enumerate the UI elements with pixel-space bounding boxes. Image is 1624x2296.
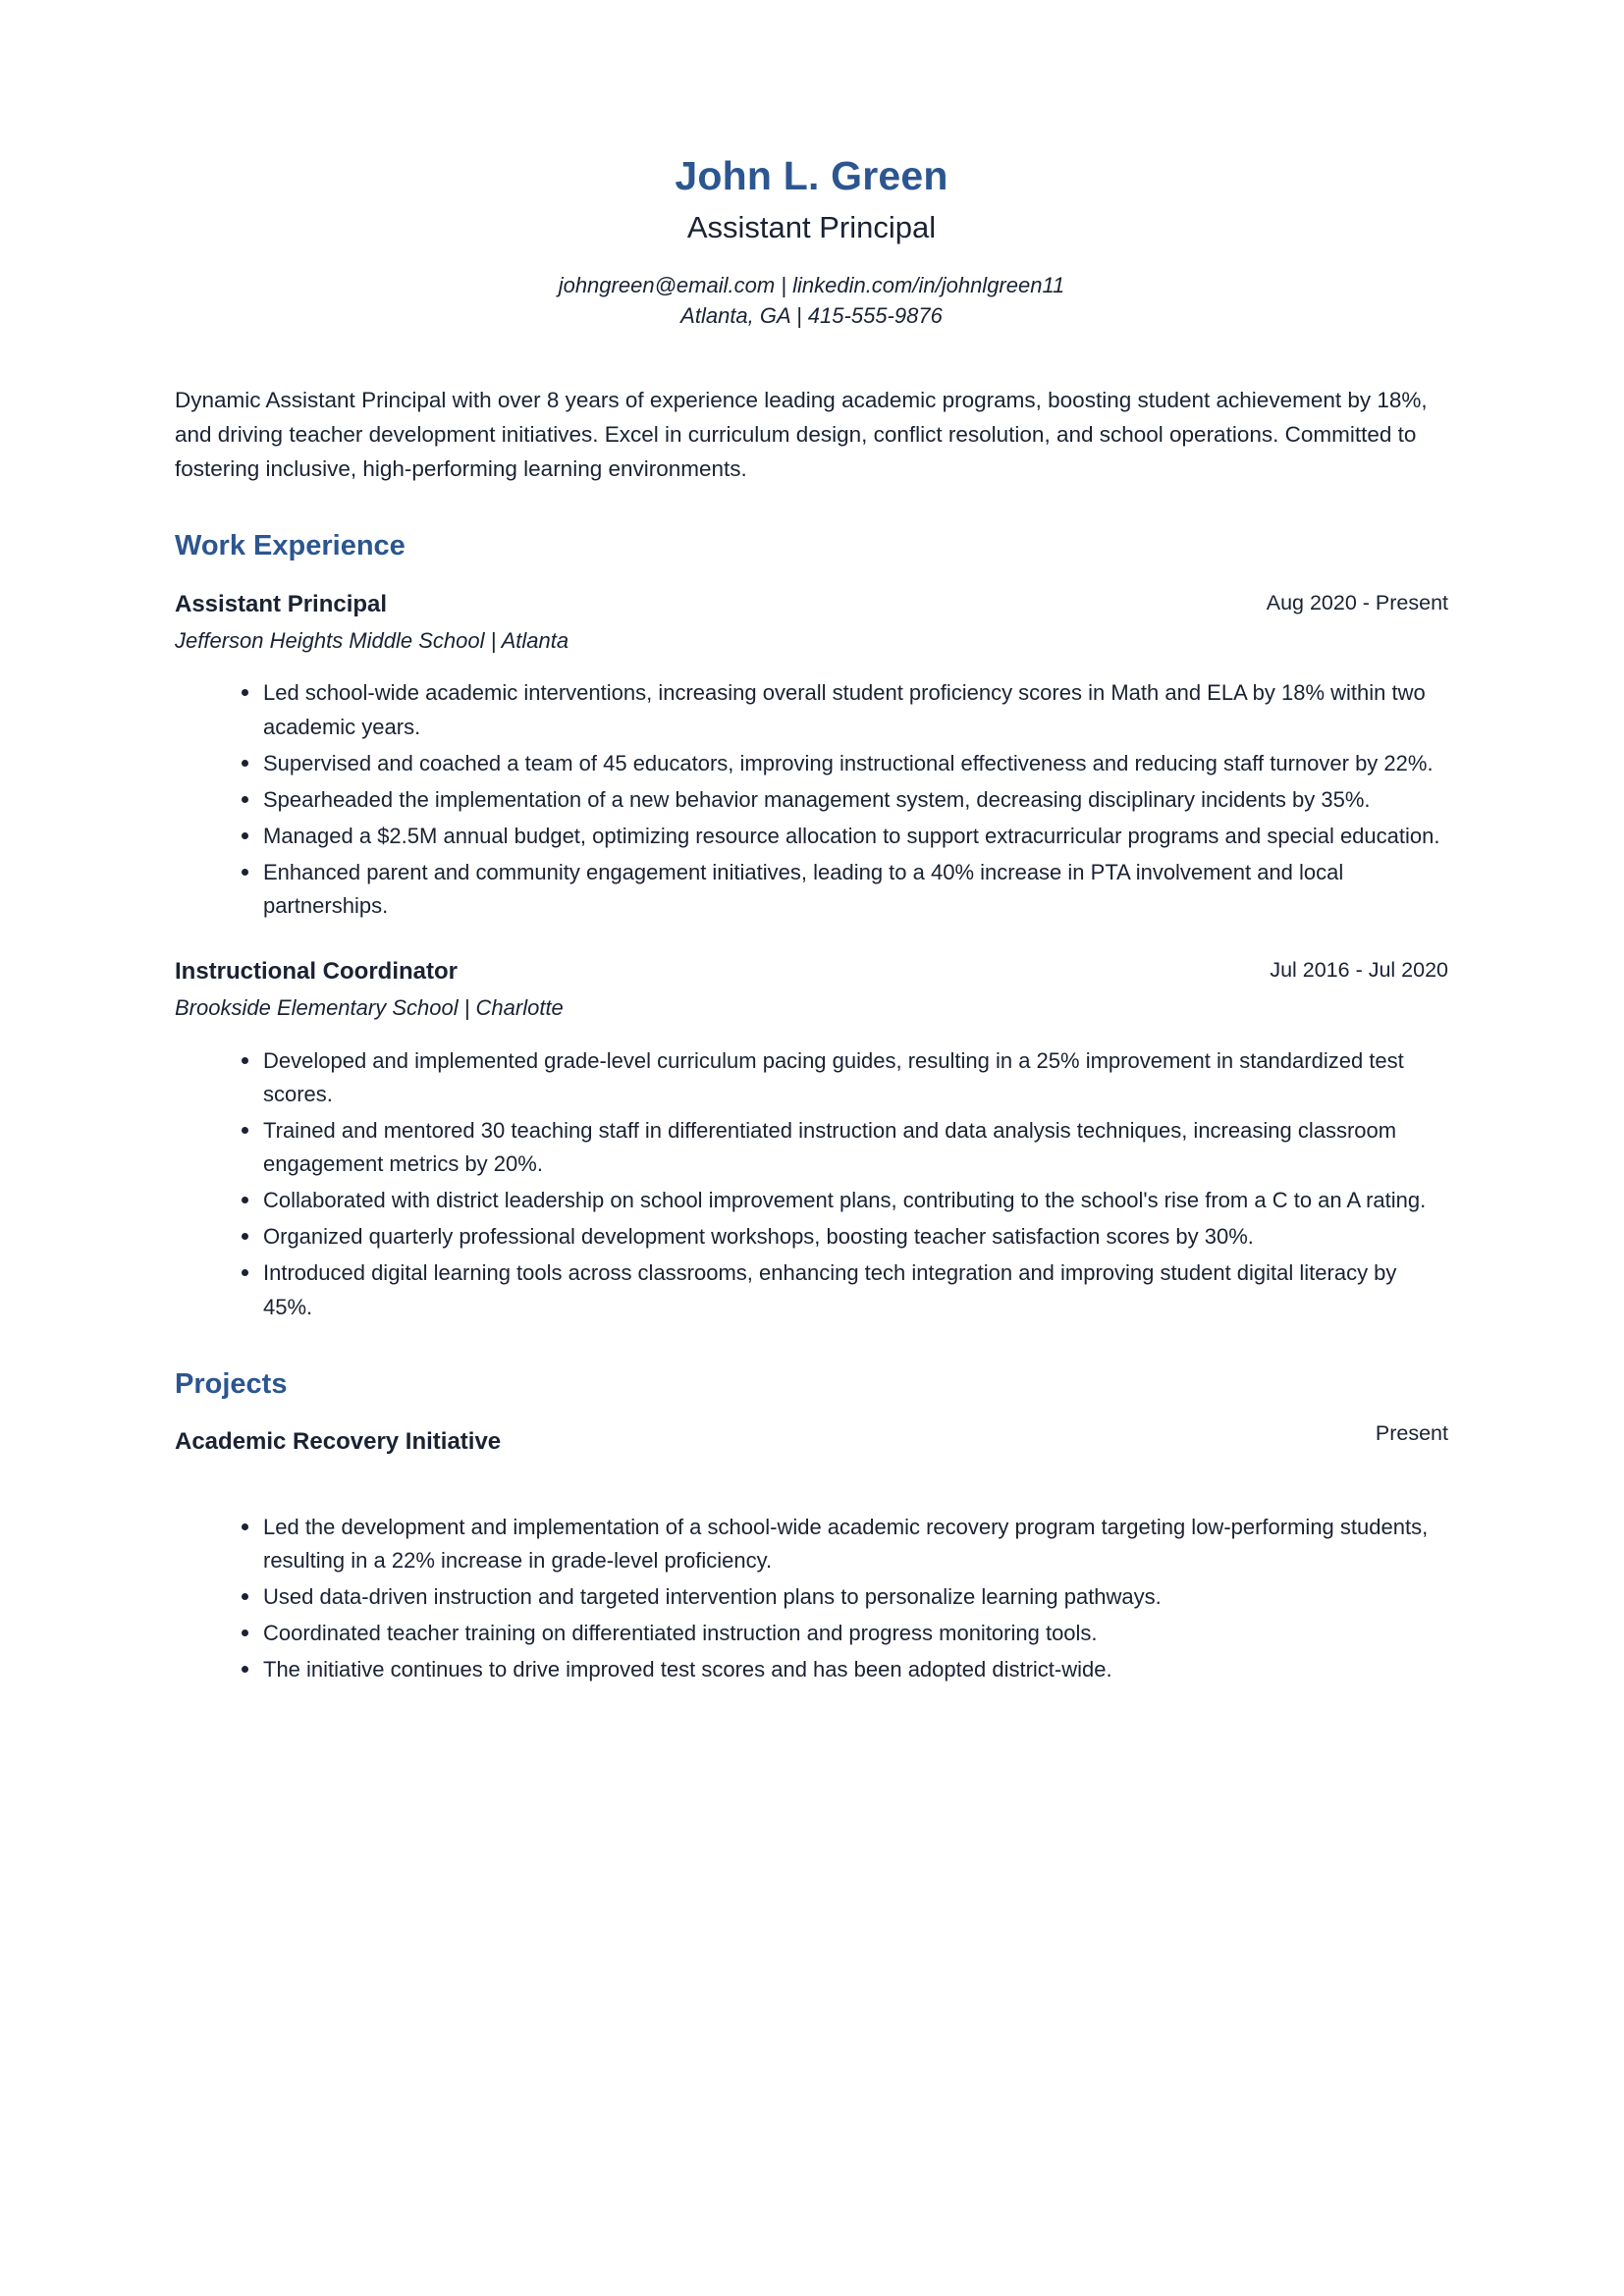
- bullet-item: Supervised and coached a team of 45 educators, improving instructional effectiveness and reducing staff turnover by 22%.: [175, 747, 1448, 780]
- candidate-name: John L. Green: [675, 153, 948, 198]
- project-entry-date: Present: [1375, 1421, 1448, 1446]
- bullet-item: Trained and mentored 30 teaching staff in differentiated instruction and data analysis techniques, increasing classroom engagement metrics by 20%.: [175, 1114, 1448, 1181]
- candidate-job-title: Assistant Principal: [686, 210, 937, 245]
- work-entry-date: Jul 2016 - Jul 2020: [1270, 958, 1448, 983]
- bullet-item: Spearheaded the implementation of a new behavior management system, decreasing disciplinary incidents by 35%.: [175, 783, 1448, 817]
- bullet-item: Used data-driven instruction and targeted intervention plans to personalize learning pathways.: [175, 1580, 1448, 1614]
- bullet-item: Coordinated teacher training on differentiated instruction and progress monitoring tools.: [175, 1617, 1448, 1650]
- work-entry: [175, 956, 1448, 1324]
- section-heading-work-experience: Work Experience: [175, 529, 406, 561]
- section-projects: [175, 1367, 1448, 1686]
- work-entry-title: Instructional Coordinator: [175, 958, 458, 986]
- work-entry-date: Aug 2020 - Present: [1266, 590, 1448, 614]
- section-work-experience: [175, 529, 1448, 1324]
- resume-header: [175, 0, 1448, 332]
- work-entry: [175, 589, 1448, 923]
- contact-location-phone: Atlanta, GA | 415-555-9876: [680, 303, 943, 329]
- project-entry-header: [175, 1421, 1448, 1457]
- bullet-item: Led school-wide academic interventions, increasing overall student proficiency scores in Math and ELA by 18% within two academic years.: [175, 676, 1448, 743]
- contact-info: [175, 270, 1448, 332]
- work-entry-organization: Jefferson Heights Middle School | Atlanta: [175, 627, 569, 653]
- work-entry-bullets: [175, 676, 1448, 923]
- work-entry-header: [175, 956, 1448, 987]
- section-heading-projects: Projects: [175, 1367, 288, 1400]
- bullet-item: Organized quarterly professional development workshops, boosting teacher satisfaction scores by 30%.: [175, 1220, 1448, 1254]
- work-entry-header: [175, 589, 1448, 619]
- bullet-item: The initiative continues to drive improved test scores and has been adopted district-wide.: [175, 1653, 1448, 1686]
- project-entry-title: Academic Recovery Initiative: [175, 1428, 502, 1456]
- bullet-item: Managed a $2.5M annual budget, optimizing resource allocation to support extracurricular programs and special education.: [175, 820, 1448, 853]
- project-entry-bullets: [175, 1511, 1448, 1686]
- resume-content: [175, 0, 1448, 1696]
- project-entry: [175, 1421, 1448, 1686]
- bullet-item: Enhanced parent and community engagement initiatives, leading to a 40% increase in PTA involvement and local partnerships.: [175, 856, 1448, 923]
- contact-email-linkedin: johngreen@email.com | linkedin.com/in/johnlgreen11: [558, 272, 1065, 297]
- bullet-item: Collaborated with district leadership on school improvement plans, contributing to the school's rise from a C to an A rating.: [175, 1184, 1448, 1217]
- bullet-item: Developed and implemented grade-level curriculum pacing guides, resulting in a 25% improvement in standardized test scores.: [175, 1044, 1448, 1111]
- work-entry-title: Assistant Principal: [175, 590, 388, 617]
- work-entry-organization: Brookside Elementary School | Charlotte: [175, 995, 564, 1021]
- professional-summary: Dynamic Assistant Principal with over 8 years of experience leading academic programs, boosting student achievement by 18%, and driving teacher development initiatives. Excel in curriculum design, conflict resolution, and school operations. Committed to fostering inclusive, high-performing learning environments.: [175, 387, 1428, 481]
- bullet-item: Introduced digital learning tools across classrooms, enhancing tech integration and improving student digital literacy by 45%.: [175, 1256, 1448, 1323]
- work-entry-bullets: [175, 1044, 1448, 1324]
- bullet-item: Led the development and implementation of a school-wide academic recovery program targeting low-performing students, resulting in a 22% increase in grade-level proficiency.: [175, 1511, 1448, 1577]
